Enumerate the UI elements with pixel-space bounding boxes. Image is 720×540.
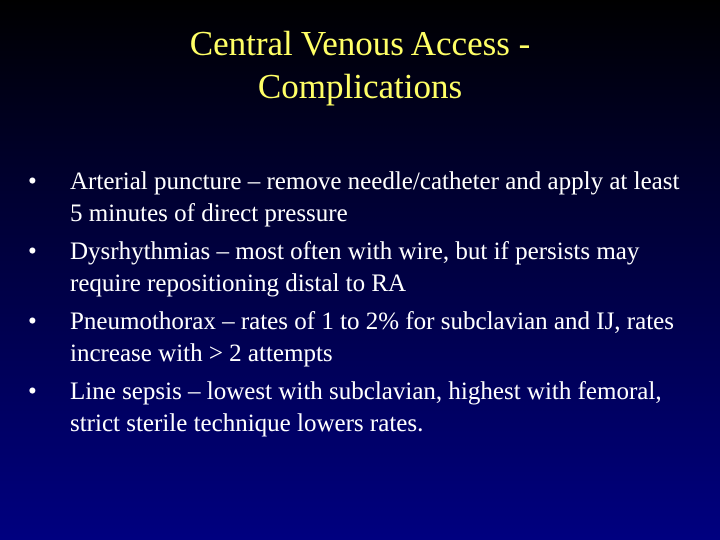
- bullet-item: [24, 306, 684, 370]
- bullet-item: [24, 166, 684, 230]
- slide-title-line-1: Central Venous Access -: [189, 24, 531, 63]
- bullet-marker: •: [28, 378, 37, 405]
- slide-title: [0, 22, 720, 108]
- bullet-text: Arterial puncture – remove needle/catheter and apply at least 5 minutes of direct pressure: [70, 168, 680, 227]
- bullet-item: [24, 376, 684, 440]
- bullet-text: Pneumothorax – rates of 1 to 2% for subclavian and IJ, rates increase with > 2 attempts: [70, 308, 675, 367]
- bullet-item: [24, 236, 684, 300]
- bullet-marker: •: [28, 308, 37, 335]
- bullet-marker: •: [28, 168, 37, 195]
- slide-title-line-2: Complications: [257, 67, 463, 106]
- bullet-list: [24, 166, 684, 446]
- bullet-text: Dysrhythmias – most often with wire, but if persists may require repositioning distal to RA: [70, 238, 640, 297]
- bullet-text: Line sepsis – lowest with subclavian, highest with femoral, strict sterile technique lowers rates.: [70, 378, 662, 437]
- bullet-marker: •: [28, 238, 37, 265]
